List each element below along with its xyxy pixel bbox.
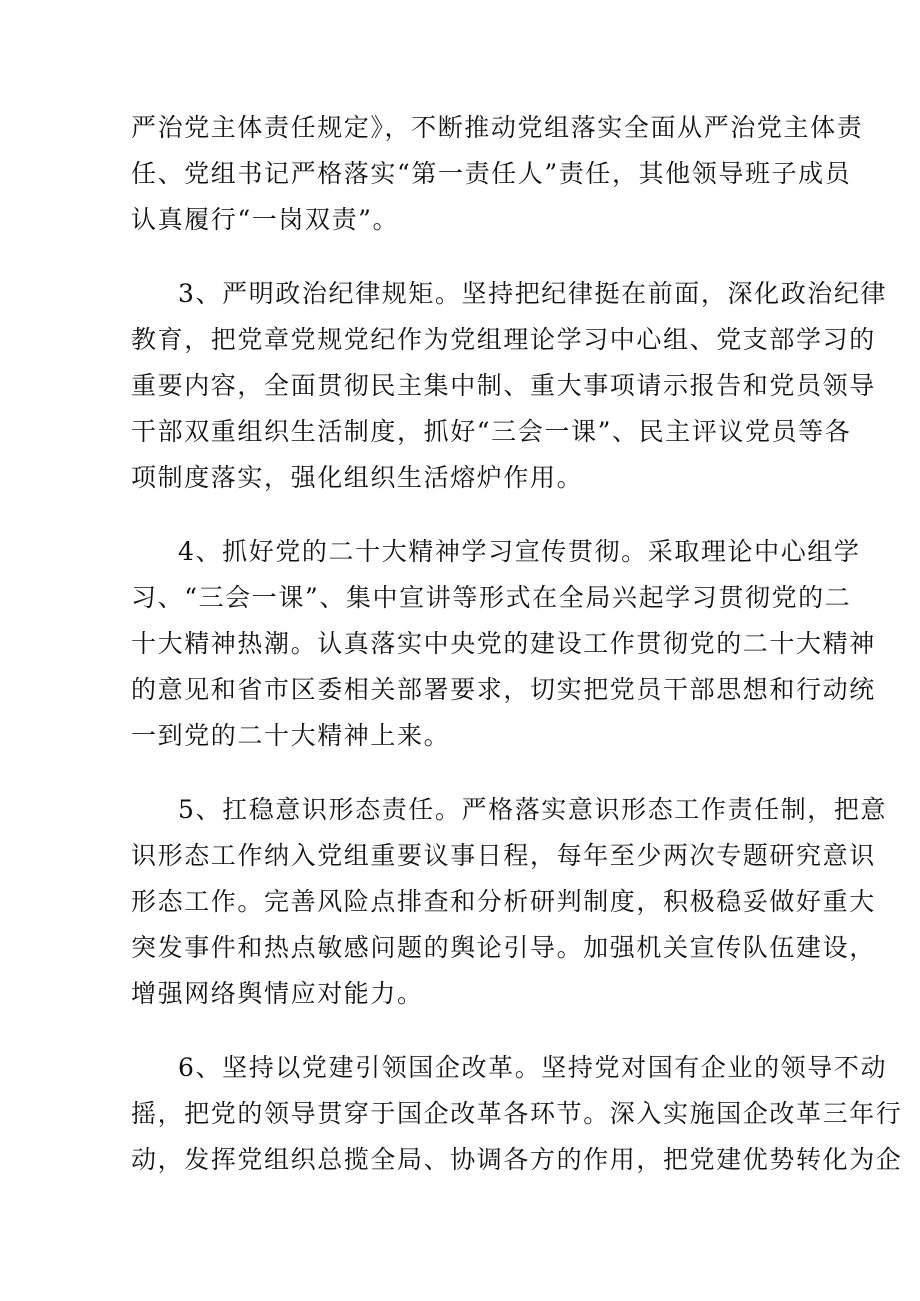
text-line: 一到党的二十大精神上来。	[131, 721, 451, 750]
text-line: 十大精神热潮。认真落实中央党的建设工作贯彻党的二十大精神	[131, 629, 876, 658]
text-line: 4、抓好党的二十大精神学习宣传贯彻。采取理论中心组学	[178, 537, 861, 566]
text-line: 突发事件和热点敏感问题的舆论引导。加强机关宣传队伍建设，	[131, 933, 876, 962]
text-line: 3、严明政治纪律规矩。坚持把纪律挺在前面，深化政治纪律	[178, 279, 888, 308]
text-line: 干部双重组织生活制度，抓好“三会一课”、民主评议党员等各	[131, 417, 852, 446]
text-line: 任、党组书记严格落实“第一责任人”责任，其他领导班子成员	[131, 159, 852, 188]
text-line: 严治党主体责任规定》，不断推动党组落实全面从严治党主体责	[131, 113, 864, 142]
paragraph-6	[131, 1045, 903, 1183]
text-line: 形态工作。完善风险点排查和分析研判制度，积极稳妥做好重大	[131, 887, 876, 916]
paragraph-gap	[131, 501, 799, 529]
paragraph-gap	[131, 243, 799, 271]
paragraph-5	[131, 787, 888, 1017]
paragraph-gap	[131, 1017, 799, 1045]
text-line: 摇，把党的领导贯穿于国企改革各环节。深入实施国企改革三年行	[131, 1099, 903, 1128]
paragraph-4	[131, 529, 876, 759]
paragraph-3	[131, 271, 888, 501]
document-body	[131, 105, 903, 1183]
text-line: 认真履行“一岗双责”。	[131, 205, 400, 234]
text-line: 的意见和省市区委相关部署要求，切实把党员干部思想和行动统	[131, 675, 876, 704]
text-line: 6、坚持以党建引领国企改革。坚持党对国有企业的领导不动	[178, 1053, 888, 1082]
text-line: 5、扛稳意识形态责任。严格落实意识形态工作责任制，把意	[178, 795, 888, 824]
text-line: 重要内容，全面贯彻民主集中制、重大事项请示报告和党员领导	[131, 371, 876, 400]
text-line: 教育，把党章党规党纪作为党组理论学习中心组、党支部学习的	[131, 325, 876, 354]
paragraph-1	[131, 105, 864, 243]
text-line: 增强网络舆情应对能力。	[131, 979, 424, 1008]
text-line: 习、“三会一课”、集中宣讲等形式在全局兴起学习贯彻党的二	[131, 583, 852, 612]
text-line: 识形态工作纳入党组重要议事日程，每年至少两次专题研究意识	[131, 841, 876, 870]
paragraph-gap	[131, 759, 799, 787]
text-line: 项制度落实，强化组织生活熔炉作用。	[131, 463, 584, 492]
text-line: 动，发挥党组织总揽全局、协调各方的作用，把党建优势转化为企	[131, 1145, 903, 1174]
